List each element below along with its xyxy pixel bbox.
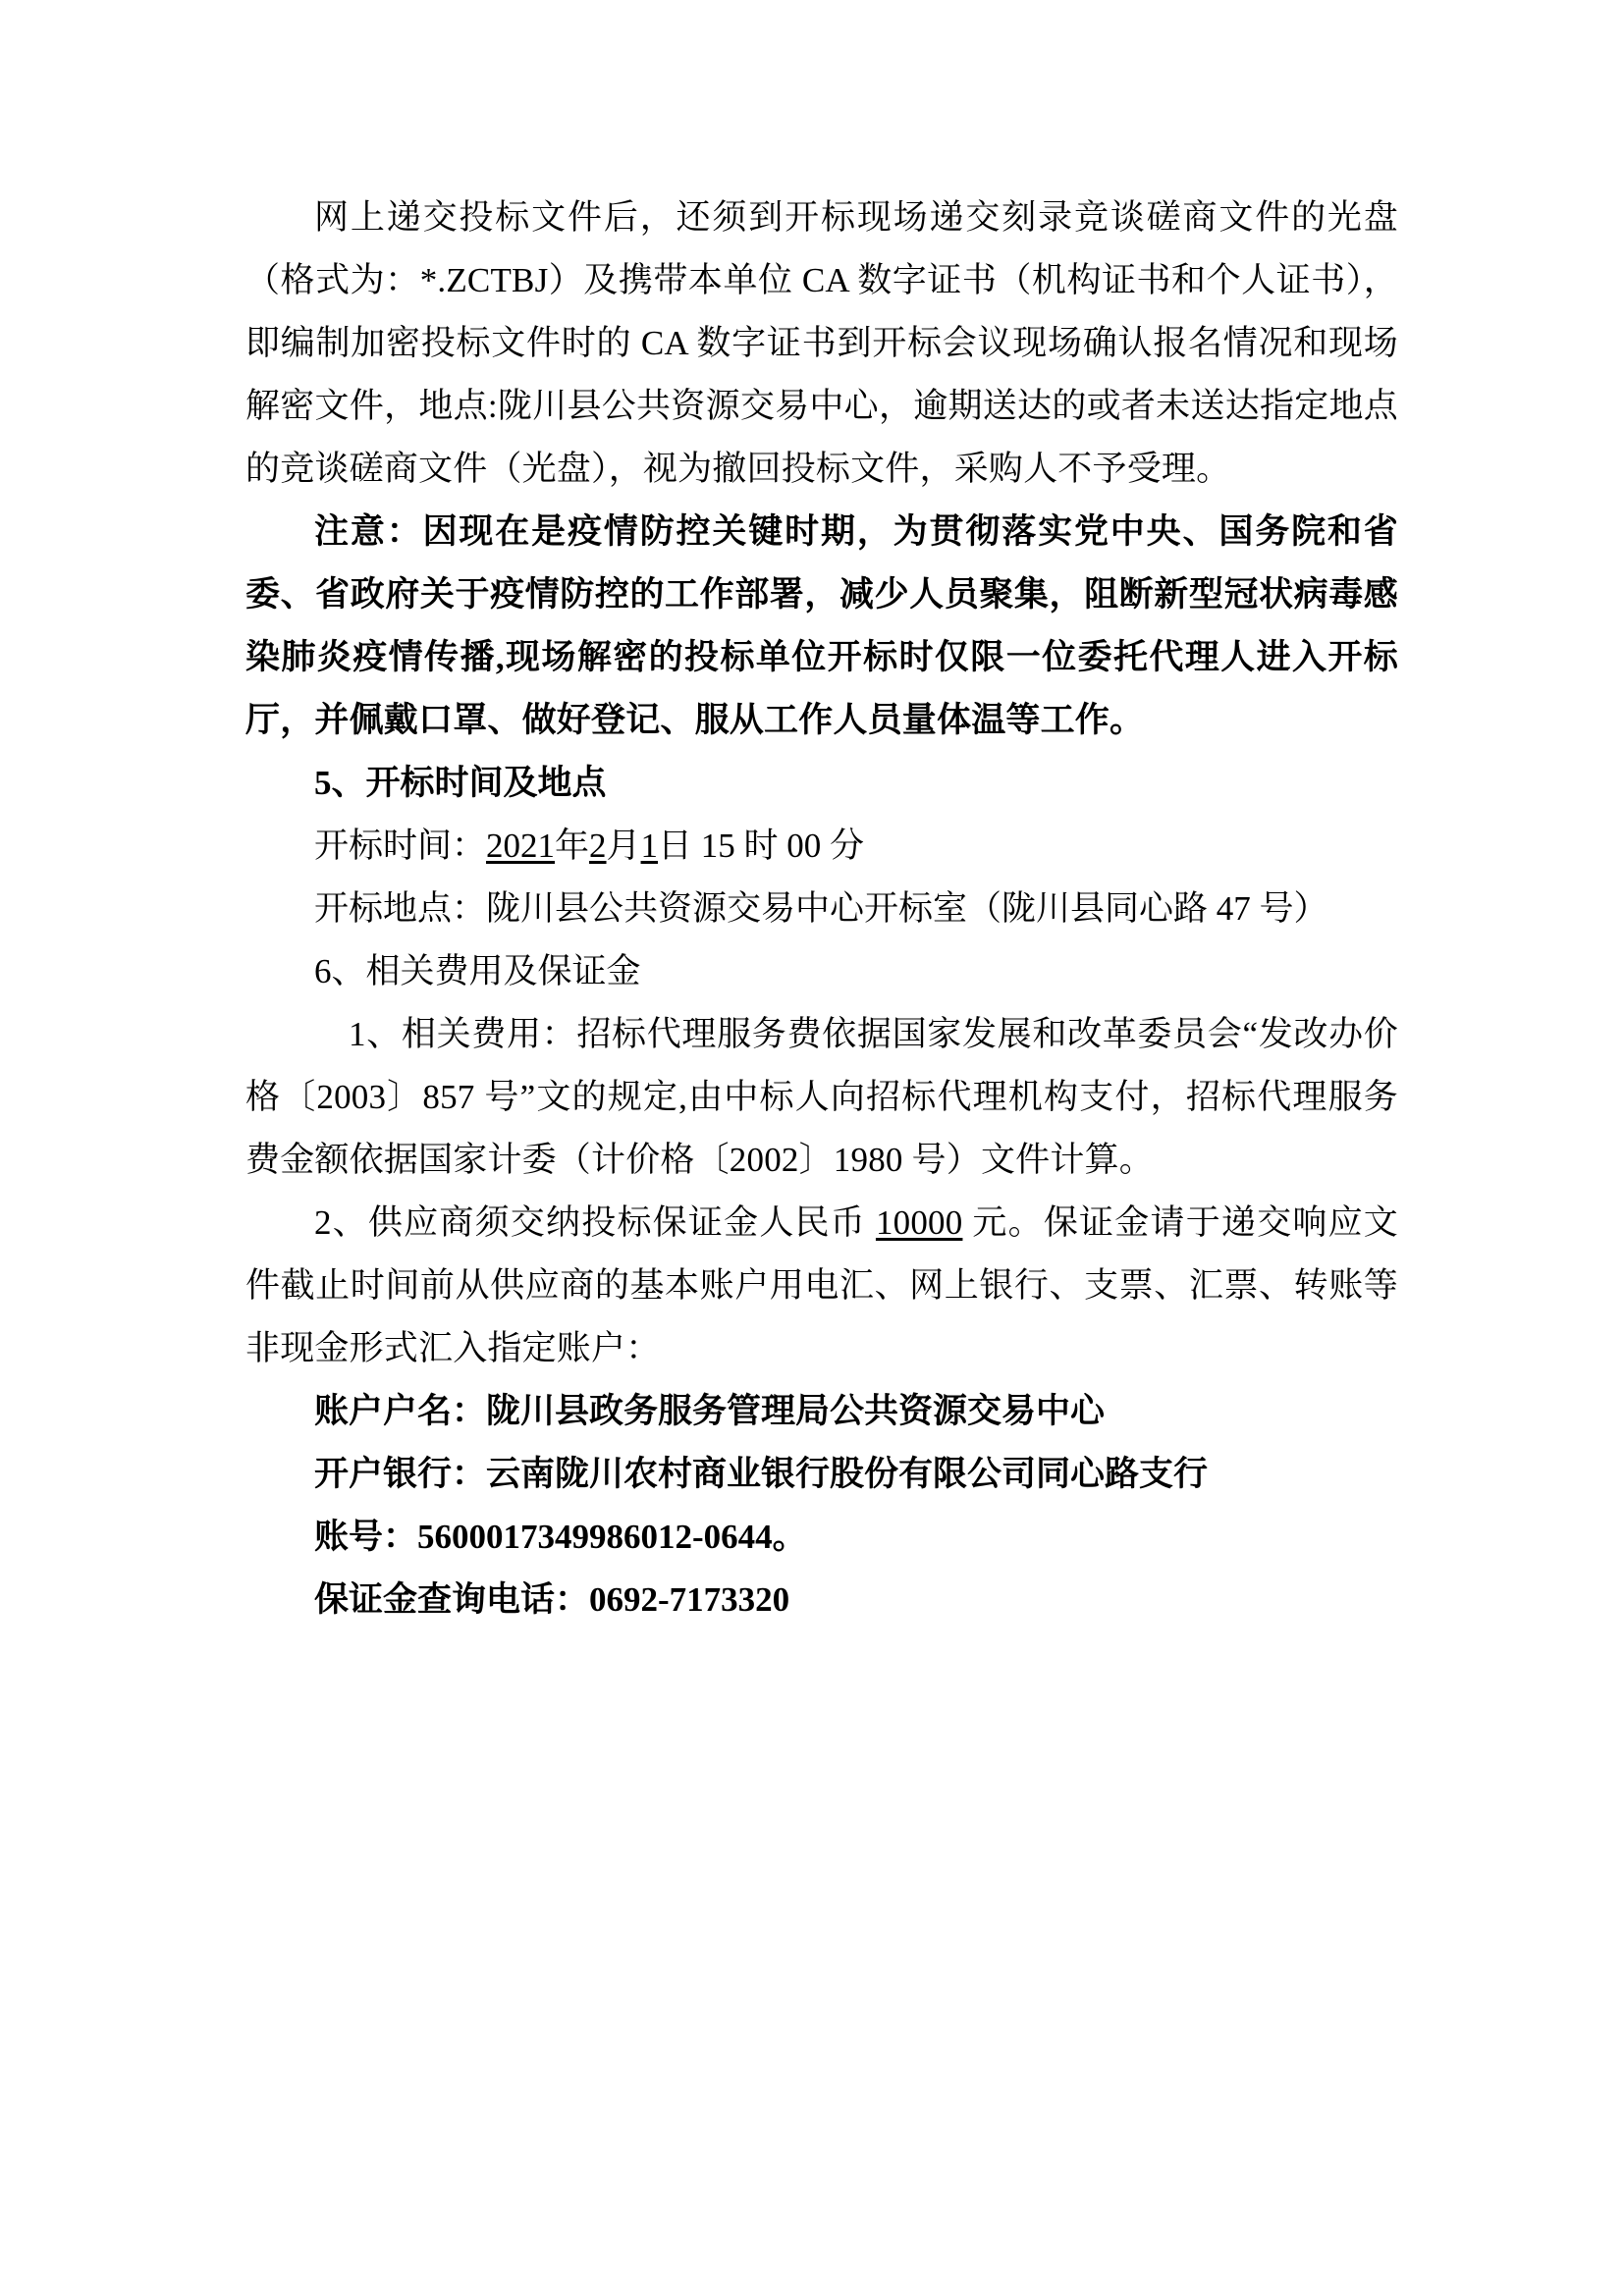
bid-opening-month: 2 [589, 827, 607, 865]
bid-opening-place-label: 开标地点： [314, 889, 487, 928]
bond-phone-value: 0692-7173320 [589, 1580, 790, 1619]
bond-phone-line [245, 1569, 1398, 1631]
account-number-line [245, 1506, 1398, 1569]
account-number-value: 5600017349986012-0644。 [417, 1518, 807, 1556]
heading-section-5: 5、开标时间及地点 [314, 764, 607, 802]
bid-opening-time-line [245, 815, 1398, 878]
paragraph-bid-bond [245, 1192, 1398, 1380]
paragraph-online-submission: 网上递交投标文件后，还须到开标现场递交刻录竞谈磋商文件的光盘（格式为：*.ZCTBJ）及携带本单位 CA 数字证书（机构证书和个人证书），即编制加密投标文件时的 CA 数字证书到开标会议现场确认报名情况和现场解密文件，地点:陇川县公共资源交易中心，逾期送达的或者未送达指定地点的竞谈磋商文件（光盘），视为撤回投标文件，采购人不予受理。 [245, 198, 1398, 488]
bid-bond-suffix: 元。保证金请于递交响应文件截止时间前从供应商的基本账户用电汇、网上银行、支票、汇票、转账等非现金形式汇入指定账户： [245, 1203, 1398, 1367]
paragraph-agency-fee: 1、相关费用：招标代理服务费依据国家发展和改革委员会“发改办价格〔2003〕857 号”文的规定,由中标人向招标代理机构支付，招标代理服务费金额依据国家计委（计价格〔2002〕1980 号）文件计算。 [245, 1015, 1398, 1179]
bid-bond-amount: 10000 [875, 1203, 963, 1242]
account-number-label: 账号： [314, 1518, 418, 1556]
bid-opening-day: 1 [640, 827, 659, 865]
account-name-value: 陇川县政务服务管理局公共资源交易中心 [486, 1392, 1106, 1430]
bank-name-label: 开户银行： [314, 1455, 487, 1493]
heading-section-6: 6、相关费用及保证金 [314, 952, 641, 990]
bank-name-value: 云南陇川农村商业银行股份有限公司同心路支行 [486, 1455, 1209, 1493]
bid-opening-place-value: 陇川县公共资源交易中心开标室（陇川县同心路 47 号） [486, 889, 1328, 928]
bid-opening-time-label: 开标时间： [314, 827, 487, 865]
account-name-label: 账户户名： [314, 1392, 487, 1430]
bond-phone-label: 保证金查询电话： [314, 1580, 590, 1619]
account-name-line [245, 1380, 1398, 1443]
bank-name-line [245, 1443, 1398, 1506]
paragraph-epidemic-notice: 注意：因现在是疫情防控关键时期，为贯彻落实党中央、国务院和省委、省政府关于疫情防控的工作部署，减少人员聚集，阻断新型冠状病毒感染肺炎疫情传播,现场解密的投标单位开标时仅限一位委托代理人进入开标厅，并佩戴口罩、做好登记、服从工作人员量体温等工作。 [245, 512, 1398, 739]
bid-opening-month-suffix: 月 [606, 827, 641, 865]
bid-opening-year: 2021 [486, 827, 556, 865]
bid-bond-prefix: 2、供应商须交纳投标保证金人民币 [314, 1203, 876, 1242]
bid-opening-year-suffix: 年 [555, 827, 590, 865]
bid-opening-day-suffix: 日 15 时 00 分 [658, 827, 865, 865]
bid-opening-place-line [245, 878, 1398, 940]
